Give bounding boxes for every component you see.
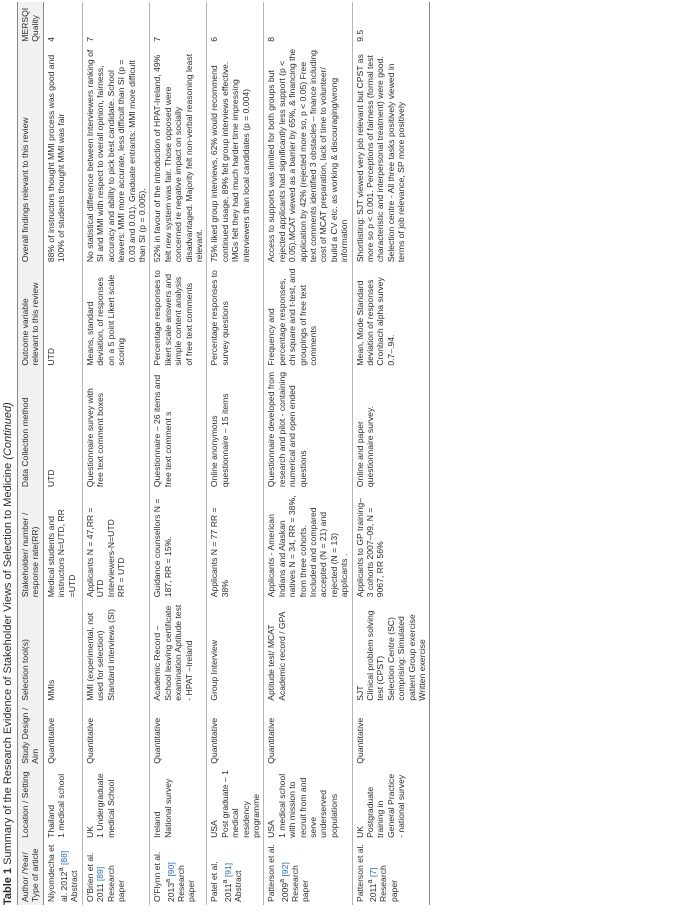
tools-cell <box>352 600 430 703</box>
tools-cell <box>264 600 352 703</box>
header-location: Location / Setting <box>18 767 44 841</box>
cell-line: Selection Centre (SC) comprising: Simulated patient Group exercise Written exercise <box>385 614 428 701</box>
design-cell: Quantitative <box>354 717 365 764</box>
cell-line: Thailand <box>45 804 56 838</box>
reference-link[interactable]: [90] <box>165 862 176 877</box>
reference-link[interactable]: [7] <box>367 867 378 878</box>
header-design: Study Design / Aim <box>18 704 44 767</box>
author-cell <box>150 841 207 905</box>
location-cell <box>264 767 352 841</box>
reference-link[interactable]: [89] <box>95 866 106 882</box>
design-cell: Quantitative <box>266 717 277 764</box>
reference-link[interactable]: [88] <box>59 850 70 866</box>
quality-cell: 8 <box>266 36 277 42</box>
outcome-cell: Means, standard deviation, of responses on a 5 point Likert scale scoring <box>84 274 127 366</box>
article-type: Abstract <box>69 870 80 902</box>
cell-line: Applicants to GP training– 3 cohorts 2007–09, N = 9067, RR 56% <box>354 498 386 598</box>
data-collection-cell: Online and paper questionnaire survey. <box>354 406 376 488</box>
quality-cell: 4 <box>45 36 56 42</box>
footnote-marker: a <box>57 867 66 872</box>
header-author: Author /Year/ Type of article <box>18 841 44 905</box>
findings-cell: No statistical difference between Interviewers ranking of SI and MMI with respect to overall opinion, fairness, accuracy and ability to pick best candidate. School leavers: MMI more accurate, less difficult than SI (p = 0.03 and 0.01). Graduate entrants: MMI more difficult than SI (p = 0.005). <box>84 49 147 263</box>
findings-cell: 75% liked group interviews, 62% would recommend continued usage, 89% felt group interviews effective. IMGs felt they had much harder time impressing interviewers than local candidates (p = 0.004) <box>209 61 251 263</box>
footnote-marker: a <box>366 879 375 884</box>
footnote-marker: a <box>220 879 229 884</box>
table-row <box>82 2 149 905</box>
data-collection-cell: Questionnaire developed from research and pilot - containing numerical and open ended questions <box>266 371 308 488</box>
data-collection-cell: UTD <box>45 469 56 488</box>
table-number: Table 1 <box>2 867 14 905</box>
table-title: Summary of the Research Evidence of Stakeholder Views of Selection to Medicine <box>2 459 14 868</box>
findings-cell: Shortlisting: SJT viewed very job relevant but CPST as more so p < 0.001. Perceptions of fairness (formal test characteristic and interpersonal treatment) were good. Selection centre - All three tasks positively viewed in terms of job relevance, SP more positively <box>354 54 407 263</box>
author-cell <box>82 841 149 905</box>
quality-cell: 6 <box>209 36 220 42</box>
cell-line: Post graduate – 1 medical residency programme <box>219 770 261 838</box>
table-row <box>207 2 264 905</box>
article-type: Research paper <box>176 865 197 902</box>
article-type: Abstract <box>233 870 244 902</box>
cell-line: Applicants - American Indians and Alaskan natives N = 34, RR = 38%, from three cohorts. Included and compared accepted (N = 21) and rejected (N = 13) applicants . <box>266 495 350 598</box>
header-quality: MERSQI Quality <box>18 2 44 45</box>
author-name: Patterson et al. 2009 <box>266 844 290 902</box>
evidence-table <box>17 2 430 905</box>
header-row <box>18 2 44 905</box>
author-name: Patel et al. 2011 <box>209 861 233 902</box>
outcome-cell: UTD <box>45 347 56 366</box>
author-name: Niyomdecha et al. 2012 <box>45 844 70 902</box>
cell-line: Interviewers-N=UTD <box>105 519 116 598</box>
design-cell: Quantitative <box>152 717 163 764</box>
tools-cell <box>43 600 82 703</box>
table-row <box>352 2 430 905</box>
author-cell <box>352 841 430 905</box>
header-tools: Selection tool(s) <box>18 600 44 703</box>
header-stakeholder: Stakeholder/ number / response rate(RR) <box>18 490 44 600</box>
footnote-marker: a <box>163 878 172 883</box>
cell-line: Applicants N = 77 RR = 38% <box>209 507 230 598</box>
design-cell: Quantitative <box>84 717 95 764</box>
article-type: Research paper <box>378 865 399 902</box>
design-cell: Quantitative <box>209 717 220 764</box>
cell-line: USA <box>266 820 277 838</box>
tools-cell <box>207 600 264 703</box>
quality-cell: 7 <box>152 36 163 42</box>
stakeholder-cell <box>207 490 264 600</box>
findings-cell: 88% of instructors thought MMI process was good and 100% of students thought MMI was fair <box>45 54 67 263</box>
author-name: Patterson et al. 2011 <box>354 844 378 902</box>
cell-line: Ireland <box>152 811 163 838</box>
outcome-cell: Mean, Mode Standard deviation of responses Cronbach alpha survey 0.7–.94. <box>354 277 396 366</box>
table-row <box>264 2 352 905</box>
reference-link[interactable]: [91] <box>222 862 233 878</box>
cell-line: 1 medical school with mission to recruit from and serve underserved populations <box>276 773 339 838</box>
cell-line: Medical students and instructors N=UTD, RR =UTD <box>45 509 77 598</box>
table-body <box>43 2 430 905</box>
outcome-cell: Percentage responses to survey questions <box>209 270 230 366</box>
reference-link[interactable]: [92] <box>279 862 290 877</box>
cell-line: Guidance counsellors N = 187, RR = 15%. <box>152 498 173 598</box>
cell-line: Clinical problem solving test (CPST) <box>365 610 386 701</box>
location-cell <box>352 767 430 841</box>
table-caption <box>1 402 15 905</box>
data-collection-cell: Questionnaire – 26 items and free text comment s <box>152 374 173 488</box>
tools-cell <box>150 600 207 703</box>
location-cell <box>207 767 264 841</box>
table-row <box>150 2 207 905</box>
stakeholder-cell <box>352 490 430 600</box>
article-type: Research paper <box>290 865 311 902</box>
table-continued-label: (Continued) <box>2 402 14 460</box>
cell-line: 1 Undergraduate medical School <box>95 773 116 838</box>
article-type: Research paper <box>105 865 127 902</box>
quality-cell: 7 <box>84 36 95 42</box>
cell-line: UK <box>84 825 95 838</box>
author-name: O'Flynn et al. 2013 <box>152 851 176 902</box>
cell-line: Applicants N = 47,RR = UTD <box>84 507 106 598</box>
cell-line: UK <box>354 825 365 838</box>
cell-line: SJT <box>354 685 365 701</box>
author-cell <box>207 841 264 905</box>
location-cell <box>43 767 82 841</box>
quality-cell: 9.5 <box>354 29 365 42</box>
cell-line: Academic Record – School leaving certificate examination Aptitude test - HPAT –Ireland <box>152 604 194 701</box>
cell-line: USA <box>209 820 220 838</box>
stakeholder-cell <box>82 490 149 600</box>
outcome-cell: Frequency and percentage responses, chi square and t-test, and groupings of free text comments <box>266 268 319 366</box>
footnote-marker: a <box>277 878 286 883</box>
design-cell: Quantitative <box>45 717 56 764</box>
header-data-collection: Data Collection method <box>18 369 44 490</box>
stakeholder-cell <box>264 490 352 600</box>
data-collection-cell: Questionnaire survey with free text comment boxes <box>84 388 106 488</box>
stakeholder-cell <box>150 490 207 600</box>
cell-line: RR = UTD <box>116 557 127 598</box>
cell-line: MMI (experimental, not used for selection) Standard interviews (SI) <box>84 609 116 701</box>
data-collection-cell: Online anonymous questionnaire – 15 items <box>209 393 230 488</box>
author-cell <box>43 841 82 905</box>
cell-line: MMIs <box>45 679 56 701</box>
location-cell <box>150 767 207 841</box>
cell-line: Postgraduate training in General Practice - national survey <box>365 773 407 838</box>
cell-line: Aptitude test/ MCAT Academic record / GPA <box>266 611 287 701</box>
stakeholder-cell <box>43 490 82 600</box>
tools-cell <box>82 600 149 703</box>
cell-line: Group Interview <box>209 640 220 701</box>
cell-line: National survey <box>162 778 173 838</box>
table-row <box>43 2 82 905</box>
author-name: O'Brien et al. 2011 <box>84 852 106 902</box>
header-findings: Overall findings relevant to this review <box>18 45 44 265</box>
outcome-cell: Percentage responses to likert scale answers and simple content analysis of free text comments <box>152 270 194 366</box>
author-cell <box>264 841 352 905</box>
header-outcome: Outcome variable relevant to this review <box>18 265 44 368</box>
location-cell <box>82 767 149 841</box>
findings-cell: Access to supports was limited for both groups but rejected applicants had significantly less support (p < 0.05).MCAT viewed as a barrier by 65%, & financing the application by 42% (rejected more so, p < 0.05) Free text comments identified 3 obstacles – finance including cost of MCAT preparation, lack of time to volunteer/ build a CV etc. as working & discouraging/wrong information <box>266 48 350 263</box>
findings-cell: 52% in favour of the introduction of HPAT-Ireland, 49% felt new system was fair. Those opposed were concerned re negative impact on socially disadvantaged. Majority felt non-verbal reasoning least relevant. <box>152 53 204 263</box>
cell-line: 1 medical school <box>56 773 67 838</box>
